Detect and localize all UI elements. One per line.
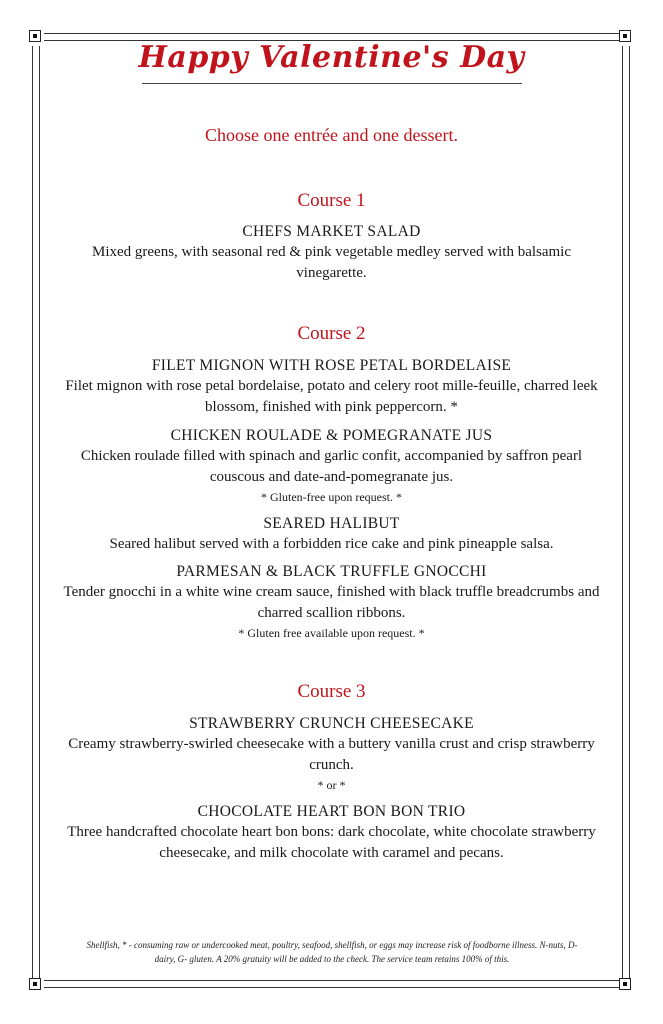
dish-name: STRAWBERRY CRUNCH CHEESECAKE bbox=[189, 715, 474, 732]
course-heading: Course 2 bbox=[297, 323, 366, 344]
bottom-border-line bbox=[44, 980, 619, 988]
left-border-line bbox=[32, 46, 40, 978]
dish-description: Chicken roulade filled with spinach and garlic confit, accompanied by saffron pearl couscous and date-and-pomegranate jus. bbox=[80, 448, 583, 485]
dish-description: Three handcrafted chocolate heart bon bons: dark chocolate, white chocolate strawberry cheesecake, and milk chocolate with caramel and pecans. bbox=[67, 824, 596, 861]
dish-name: FILET MIGNON WITH ROSE PETAL BORDELAISE bbox=[151, 357, 512, 374]
menu-item bbox=[60, 426, 603, 506]
dish-name: PARMESAN & BLACK TRUFFLE GNOCCHI bbox=[176, 563, 487, 580]
course-heading: Course 1 bbox=[297, 190, 366, 211]
dish-name: CHOCOLATE HEART BON BON TRIO bbox=[197, 803, 466, 820]
dish-description: Filet mignon with rose petal bordelaise, potato and celery root mille-feuille, charred leek blossom, finished with pink peppercorn. * bbox=[65, 378, 598, 415]
dish-description: Creamy strawberry-swirled cheesecake with a buttery vanilla crust and crisp strawberry crunch. bbox=[68, 736, 595, 773]
menu-item bbox=[60, 714, 603, 794]
dish-name: SEARED HALIBUT bbox=[263, 515, 400, 532]
menu-instruction: Choose one entrée and one dessert. bbox=[205, 125, 458, 145]
menu-item bbox=[60, 222, 603, 284]
menu-item bbox=[60, 514, 603, 555]
dish-note: * or * bbox=[317, 778, 346, 792]
dish-name: CHEFS MARKET SALAD bbox=[242, 223, 421, 240]
menu-item bbox=[60, 562, 603, 642]
course-heading: Course 3 bbox=[297, 681, 366, 702]
title-divider bbox=[142, 83, 522, 84]
dish-note: * Gluten-free upon request. * bbox=[261, 490, 402, 504]
dish-name: CHICKEN ROULADE & POMEGRANATE JUS bbox=[170, 427, 493, 444]
menu-item bbox=[60, 802, 603, 864]
menu-item bbox=[60, 356, 603, 418]
dish-description: Seared halibut served with a forbidden rice cake and pink pineapple salsa. bbox=[109, 536, 554, 552]
corner-ornament-icon bbox=[29, 978, 41, 990]
dish-note: * Gluten free available upon request. * bbox=[238, 626, 425, 640]
menu-title: Happy Valentine's Day bbox=[138, 40, 525, 75]
dish-description: Mixed greens, with seasonal red & pink vegetable medley served with balsamic vinegarette. bbox=[91, 244, 572, 281]
corner-ornament-icon bbox=[619, 978, 631, 990]
right-border-line bbox=[622, 46, 630, 978]
dish-description: Tender gnocchi in a white wine cream sauce, finished with black truffle breadcrumbs and charred scallion ribbons. bbox=[63, 584, 600, 621]
footer-disclaimer: Shellfish, * - consuming raw or undercooked meat, poultry, seafood, shellfish, or eggs may increase risk of foodborne illness. N-nuts, D-dairy, G- gluten. A 20% gratuity will be added to the check. The service team retains 100% of this. bbox=[86, 940, 578, 964]
